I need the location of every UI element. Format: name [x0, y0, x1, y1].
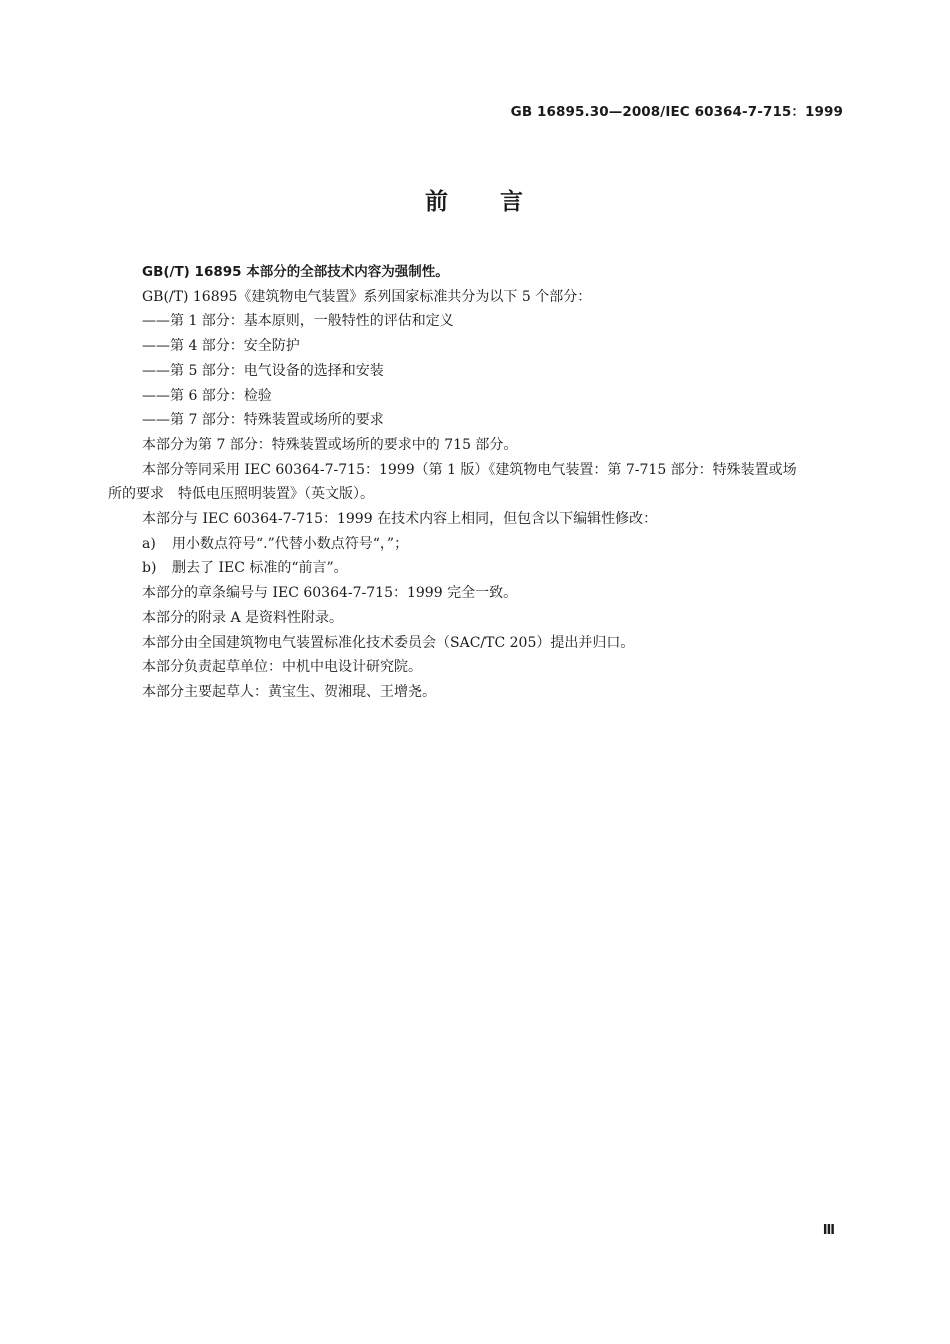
clause-numbering-paragraph: 本部分的章条编号与 IEC 60364-7-715：1999 完全一致。: [142, 585, 518, 602]
mandatory-statement: GB(/T) 16895 本部分的全部技术内容为强制性。: [142, 264, 449, 280]
page-title: [0, 183, 950, 216]
part-scope-paragraph: 本部分为第 7 部分：特殊装置或场所的要求中的 715 部分。: [142, 436, 518, 453]
modification-item-b: [108, 556, 844, 581]
drafting-unit-paragraph: 本部分负责起草单位：中机中电设计研究院。: [142, 659, 422, 676]
adoption-paragraph-line-2: 所的要求 特低电压照明装置》（英文版）。: [108, 486, 374, 503]
part-list-item: ——第 6 部分：检验: [142, 387, 272, 404]
list-marker: b): [142, 560, 157, 577]
foreword-body: [108, 260, 844, 705]
title-char-2: 言: [500, 189, 525, 215]
series-intro: GB(/T) 16895《建筑物电气装置》系列国家标准共分为以下 5 个部分：: [142, 288, 592, 305]
modifications-intro: 本部分与 IEC 60364-7-715：1999 在技术内容上相同，但包含以下编辑性修改：: [142, 511, 658, 528]
part-list-item: ——第 5 部分：电气设备的选择和安装: [142, 362, 384, 379]
committee-paragraph: 本部分由全国建筑物电气装置标准化技术委员会（SAC/TC 205）提出并归口。: [142, 634, 635, 651]
page-number: Ⅲ: [822, 1223, 835, 1238]
list-marker: a): [142, 535, 156, 552]
list-item-text: 用小数点符号“.”代替小数点符号“，”；: [172, 535, 409, 552]
list-item-text: 删去了 IEC 标准的“前言”。: [172, 560, 348, 577]
part-list-item: ——第 7 部分：特殊装置或场所的要求: [142, 412, 384, 429]
title-char-1: 前: [425, 189, 450, 215]
adoption-paragraph-line-1: 本部分等同采用 IEC 60364-7-715：1999（第 1 版）《建筑物电气装置：第 7-715 部分：特殊装置或场: [142, 461, 797, 478]
drafters-paragraph: 本部分主要起草人：黄宝生、贺湘琨、王增尧。: [142, 683, 436, 700]
part-list-item: ——第 1 部分：基本原则，一般特性的评估和定义: [142, 313, 454, 330]
standard-code-header: GB 16895.30—2008/IEC 60364-7-715：1999: [510, 104, 843, 120]
part-list-item: ——第 4 部分：安全防护: [142, 338, 300, 355]
annex-paragraph: 本部分的附录 A 是资料性附录。: [142, 609, 344, 626]
modification-item-a: [108, 532, 844, 557]
